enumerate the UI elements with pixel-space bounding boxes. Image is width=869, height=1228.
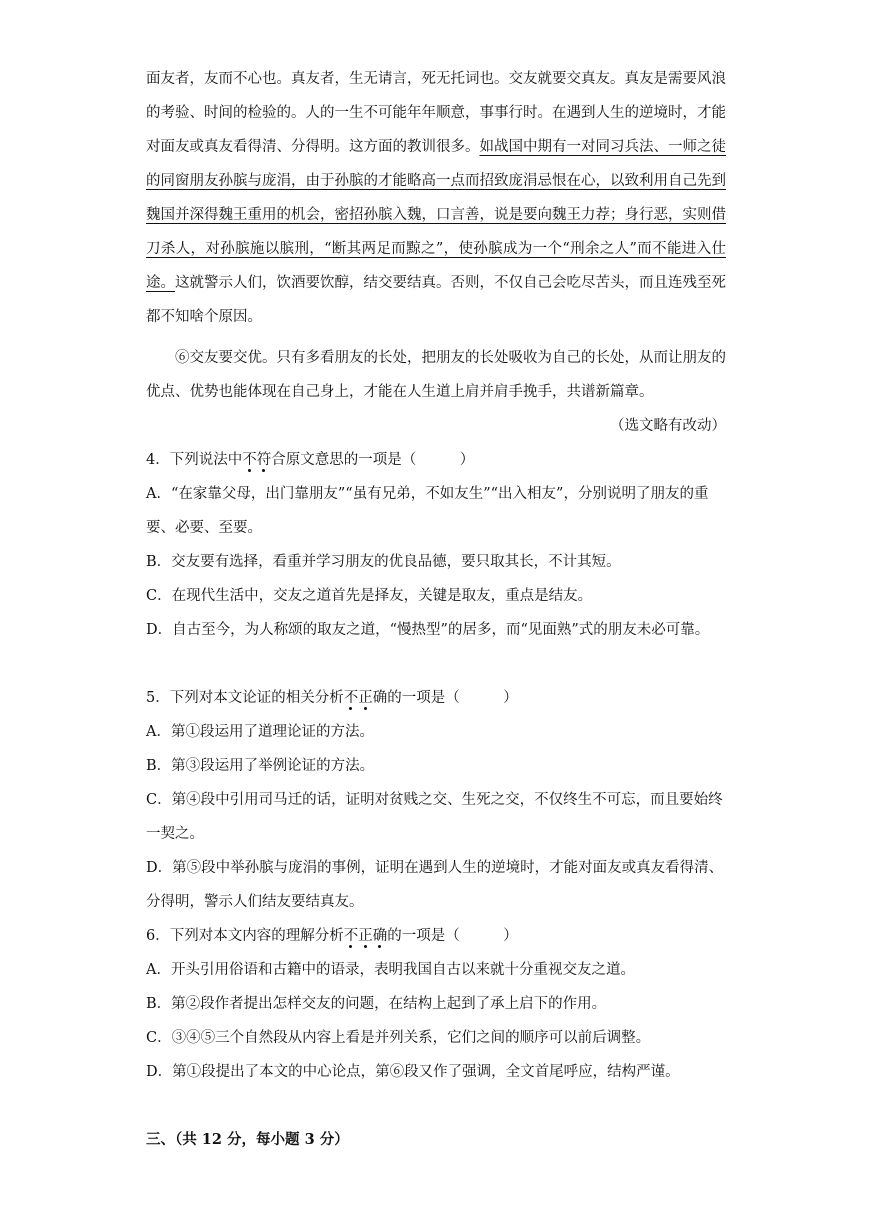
emphasis-dot: 正 <box>358 690 373 706</box>
question-6-stem: 6．下列对本文内容的理解分析不正确的一项是（ ） <box>146 928 518 944</box>
emphasis-dot: 正 <box>358 928 373 944</box>
question-5-option-c[interactable]: C．第④段中引用司马迁的话，证明对贫贱之交、生死之交，不仅终生不可忘，而且要始终一契之。 <box>146 792 723 842</box>
question-5-stem: 5．下列对本文论证的相关分析不正确的一项是（ ） <box>146 690 518 706</box>
question-6-option-a[interactable]: A．开头引用俗语和古籍中的语录，表明我国自古以来就十分重视交友之道。 <box>146 962 635 978</box>
paragraph-5-underlined-example: 如战国中期有一对同习兵法、一师之徒的同窗朋友孙膑与庞涓，由于孙膑的才能略高一点而招致庞涓忌恨在心，以致利用自己先到魏国并深得魏王重用的机会，密招孙膑入魏，口言善，说是要向魏王力荐；身行恶，实则借刀杀人，对孙膑施以膑刑，“断其两足而黥之”，使孙膑成为一个“刑余之人”而不能进入仕途。 <box>146 139 726 291</box>
paragraph-5-text-a: 面友者，友而不心也。真友者，生无请言，死无托词也。交友就要交真友。真友是需要风浪的考验、时间的检验的。人的一生不可能年年顺意，事事行时。在遇到人生的逆境时，才能对面友或真友看得清、分得明。这方面的教训很多。 <box>146 71 726 155</box>
emphasis-dot: 符 <box>256 452 272 468</box>
question-4-option-a[interactable]: A．“在家靠父母，出门靠朋友”“虽有兄弟，不如友生”“出入相友”，分别说明了朋友的重要、必要、至要。 <box>146 486 709 536</box>
question-6-option-d[interactable]: D．第①段提出了本文的中心论点，第⑥段又作了强调，全文首尾呼应，结构严谨。 <box>146 1064 680 1080</box>
passage-paragraph-6: ⑥交友要交优。只有多看朋友的长处，把朋友的长处吸收为自己的长处，从而让朋友的优点、优势也能体现在自己身上，才能在人生道上肩并肩手挽手，共谱新篇章。 <box>146 350 726 400</box>
question-4-option-c[interactable]: C．在现代生活中，交友之道首先是择友，关键是取友，重点是结友。 <box>146 588 593 604</box>
passage-paragraph-5 <box>146 62 726 334</box>
paragraph-5-text-b: 这就警示人们，饮酒要饮醇，结交要结真。否则，不仅自己会吃尽苦头，而且连残至死都不知啥个原因。 <box>146 275 726 325</box>
emphasis-dot: 不 <box>343 690 359 706</box>
emphasis-dot: 确 <box>372 928 388 944</box>
emphasis-dot: 不 <box>242 452 257 468</box>
question-4 <box>146 443 726 647</box>
section-3-heading: 三、（共 12 分，每小题 3 分） <box>146 1131 349 1148</box>
question-4-stem: 4．下列说法中不符合原文意思的一项是（ ） <box>146 452 475 468</box>
question-5 <box>146 681 726 919</box>
question-6-option-b[interactable]: B．第②段作者提出怎样交友的问题，在结构上起到了承上启下的作用。 <box>146 996 607 1012</box>
question-5-option-a[interactable]: A．第①段运用了道理论证的方法。 <box>146 724 374 740</box>
question-6-option-c[interactable]: C．③④⑤三个自然段从内容上看是并列关系，它们之间的顺序可以前后调整。 <box>146 1030 651 1046</box>
emphasis-dot: 不 <box>343 928 359 944</box>
source-note: （选文略有改动） <box>610 418 726 434</box>
question-5-option-d[interactable]: D．第⑤段中举孙膑与庞涓的事例，证明在遇到人生的逆境时，才能对面友或真友看得清、分得明，警示人们结友要结真友。 <box>146 860 724 910</box>
question-6 <box>146 919 726 1089</box>
question-5-option-b[interactable]: B．第③段运用了举例论证的方法。 <box>146 758 375 774</box>
question-4-option-b[interactable]: B．交友要有选择，看重并学习朋友的优良品德，要只取其长，不计其短。 <box>146 554 621 570</box>
question-4-option-d[interactable]: D．自古至今，为人称颂的取友之道，“慢热型”的居多，而“见面熟”式的朋友未必可靠。 <box>146 622 710 638</box>
